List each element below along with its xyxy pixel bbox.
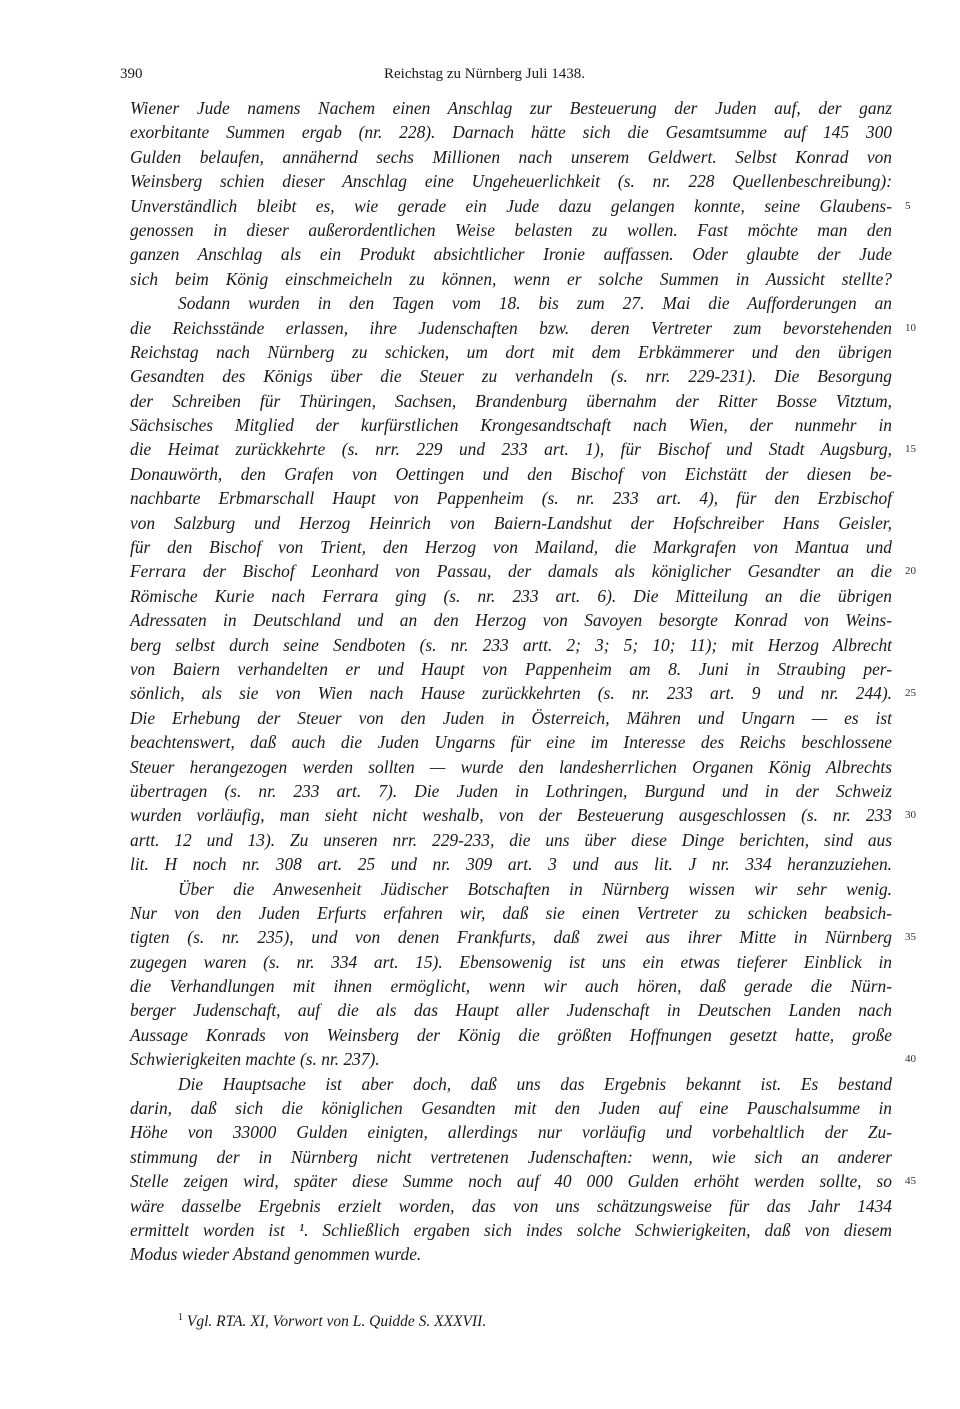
text-line-content: von Baiern verhandelten er und Haupt von Pappenheim am 8. Juni in Straubing per- <box>130 658 892 679</box>
text-line <box>130 145 892 169</box>
text-line <box>130 1096 892 1120</box>
text-line-content: tigten (s. nr. 235), und von denen Frankfurts, daß zwei aus ihrer Mitte in Nürnberg <box>130 927 892 948</box>
text-line-content: Steuer herangezogen werden sollten — wurde den landesherrlichen Organen König Albrechts <box>130 756 892 777</box>
text-line <box>130 1072 892 1096</box>
text-line-content: Nur von den Juden Erfurts erfahren wir, daß sie einen Vertreter zu schicken beabsich- <box>130 902 892 923</box>
text-line <box>130 657 892 681</box>
text-line-content: sönlich, als sie von Wien nach Hause zurückkehrten (s. nr. 233 art. 9 und nr. 244). <box>130 683 892 704</box>
text-line <box>130 389 892 413</box>
text-line <box>130 877 892 901</box>
text-line-content: Adressaten in Deutschland und an den Herzog von Savoyen besorgte Konrad von Weins- <box>130 610 892 631</box>
text-line-content: Römische Kurie nach Ferrara ging (s. nr. 233 art. 6). Die Mitteilung an die übrigen <box>130 585 892 606</box>
text-line-content: für den Bischof von Trient, den Herzog von Mailand, die Markgrafen von Mantua und <box>130 537 892 558</box>
text-line-content: berg selbst durch seine Sendboten (s. nr. 233 artt. 2; 3; 5; 10; 11); mit Herzog Albrecht <box>130 634 892 655</box>
page-number: 390 <box>120 66 143 82</box>
line-number: 35 <box>905 931 916 944</box>
text-line <box>130 1242 892 1266</box>
text-line-content: Stelle zeigen wird, später diese Summe noch auf 40 000 Gulden erhöht werden sollte, so <box>130 1171 892 1192</box>
text-line <box>130 852 892 876</box>
text-line <box>130 974 892 998</box>
text-line <box>130 1145 892 1169</box>
text-line <box>130 779 892 803</box>
text-line-content: Gulden belaufen, annähernd sechs Millionen nach unserem Geldwert. Selbst Konrad von <box>130 146 892 167</box>
text-line-content: die Heimat zurückkehrte (s. nrr. 229 und 233 art. 1), für Bischof und Stadt Augsburg, <box>130 439 892 460</box>
text-line <box>130 1120 892 1144</box>
line-number: 30 <box>905 809 916 822</box>
text-line-content: artt. 12 und 13). Zu unseren nrr. 229-233, die uns über diese Dinge berichten, sind aus <box>130 829 892 850</box>
text-line-content: Die Hauptsache ist aber doch, daß uns das Ergebnis bekannt ist. Es bestand <box>178 1073 892 1094</box>
page-header <box>120 66 895 86</box>
text-line-content: Ferrara der Bischof Leonhard von Passau, der damals als königlicher Gesandter an die <box>130 561 892 582</box>
text-line <box>130 340 892 364</box>
text-line <box>130 1169 916 1193</box>
text-line-content: wurden vorläufig, man sieht nicht weshalb, von der Besteuerung ausgeschlossen (s. nr. 233 <box>130 805 892 826</box>
text-line-content: von Salzburg und Herzog Heinrich von Baiern-Landshut der Hofschreiber Hans Geisler, <box>130 512 892 533</box>
text-line <box>130 828 892 852</box>
footnote <box>178 1312 486 1331</box>
text-line-content: Aussage Konrads von Weinsberg der König die größten Hoffnungen gesetzt hatte, große <box>130 1024 892 1045</box>
text-line-content: übertragen (s. nr. 233 art. 7). Die Juden in Lothringen, Burgund und in der Schweiz <box>130 780 892 801</box>
line-number: 15 <box>905 443 916 456</box>
text-line-content: der Schreiben für Thüringen, Sachsen, Brandenburg übernahm der Ritter Bosse Vitztum, <box>130 390 892 411</box>
text-line <box>130 120 892 144</box>
text-line <box>130 437 916 461</box>
text-line <box>130 559 916 583</box>
text-line <box>130 462 892 486</box>
text-line <box>130 316 916 340</box>
text-line <box>130 413 892 437</box>
text-line <box>130 96 892 120</box>
text-line-content: Unverständlich bleibt es, wie gerade ein Jude dazu gelangen konnte, seine Glaubens- <box>130 195 892 216</box>
text-line <box>130 486 892 510</box>
footnote-text: Vgl. RTA. XI, Vorwort von L. Quidde S. XXXVII. <box>186 1313 487 1331</box>
text-line <box>130 169 892 193</box>
footnote-marker: 1 <box>178 1312 183 1323</box>
line-number: 20 <box>905 565 916 578</box>
line-number: 40 <box>905 1053 916 1066</box>
text-line-content: sich beim König einschmeicheln zu können, wenn er solche Summen in Aussicht stellte? <box>130 268 892 289</box>
text-line-content: Modus wieder Abstand genommen wurde. <box>130 1244 422 1265</box>
text-line <box>130 608 892 632</box>
text-line-content: Gesandten des Königs über die Steuer zu verhandeln (s. nrr. 229-231). Die Besorgung <box>130 366 892 387</box>
text-line <box>130 267 892 291</box>
text-line-content: Die Erhebung der Steuer von den Juden in Österreich, Mähren und Ungarn — es ist <box>130 707 892 728</box>
text-line-content: Sächsisches Mitglied der kurfürstlichen Krongesandtschaft nach Wien, der nunmehr in <box>130 415 892 436</box>
text-line <box>130 242 892 266</box>
running-head: Reichstag zu Nürnberg Juli 1438. <box>384 66 585 82</box>
text-line-content: Donauwörth, den Grafen von Oettingen und den Bischof von Eichstätt der diesen be- <box>130 463 892 484</box>
text-line-content: stimmung der in Nürnberg nicht vertretenen Judenschaften: wenn, wie sich an anderer <box>130 1146 892 1167</box>
text-line <box>130 218 892 242</box>
text-line <box>130 194 911 218</box>
text-line <box>130 511 892 535</box>
text-line-content: ganzen Anschlag als ein Produkt absichtlicher Ironie auffassen. Oder glaubte der Jude <box>130 244 892 265</box>
text-line-content: Höhe von 33000 Gulden einigten, allerdings nur vorläufig und vorbehaltlich der Zu- <box>130 1122 892 1143</box>
body-text <box>130 96 916 1267</box>
text-line-content: Über die Anwesenheit Jüdischer Botschaften in Nürnberg wissen wir sehr wenig. <box>178 878 892 899</box>
text-line-content: berger Judenschaft, auf die als das Haupt aller Judenschaft in Deutschen Landen nach <box>130 1000 892 1021</box>
line-number: 45 <box>905 1175 916 1188</box>
text-line-content: Schwierigkeiten machte (s. nr. 237). <box>130 1049 380 1070</box>
text-line <box>130 633 892 657</box>
text-line-content: wäre dasselbe Ergebnis erzielt worden, das von uns schätzungsweise für das Jahr 1434 <box>130 1195 892 1216</box>
text-line-content: nachbarte Erbmarschall Haupt von Pappenheim (s. nr. 233 art. 4), für den Erzbischof <box>130 488 892 509</box>
text-line-content: Weinsberg schien dieser Anschlag eine Ungeheuerlichkeit (s. nr. 228 Quellenbeschreibung): <box>130 171 892 192</box>
text-line-content: die Verhandlungen mit ihnen ermöglicht, wenn wir auch hören, daß gerade die Nürn- <box>130 976 892 997</box>
text-line <box>130 950 892 974</box>
line-number: 10 <box>905 321 916 334</box>
text-line <box>130 706 892 730</box>
text-line-content: darin, daß sich die königlichen Gesandten mit den Juden auf eine Pauschalsumme in <box>130 1098 892 1119</box>
text-line-content: genossen in dieser außerordentlichen Weise belasten zu wollen. Fast möchte man den <box>130 219 892 240</box>
text-line <box>130 364 892 388</box>
text-line-content: beachtenswert, daß auch die Juden Ungarns für eine im Interesse des Reichs beschlossene <box>130 732 892 753</box>
text-line <box>130 1023 892 1047</box>
text-line <box>130 681 916 705</box>
text-line <box>130 925 916 949</box>
text-line <box>130 803 916 827</box>
text-line <box>130 998 892 1022</box>
text-line <box>130 535 892 559</box>
text-line-content: Reichstag nach Nürnberg zu schicken, um dort mit dem Erbkämmerer und den übrigen <box>130 341 892 362</box>
line-number: 25 <box>905 687 916 700</box>
line-number: 5 <box>905 199 911 212</box>
text-line-content: Sodann wurden in den Tagen vom 18. bis zum 27. Mai die Aufforderungen an <box>178 293 892 314</box>
text-line-content: lit. H noch nr. 308 art. 25 und nr. 309 art. 3 und aus lit. J nr. 334 heranzuziehen. <box>130 854 892 875</box>
text-line <box>130 1194 892 1218</box>
text-line-content: die Reichsstände erlassen, ihre Judenschaften bzw. deren Vertreter zum bevorstehenden <box>130 317 892 338</box>
text-line-content: ermittelt worden ist ¹. Schließlich ergaben sich indes solche Schwierigkeiten, daß von diesem <box>130 1219 892 1240</box>
text-line <box>130 755 892 779</box>
text-line <box>130 1218 892 1242</box>
text-line <box>130 584 892 608</box>
text-line <box>130 901 892 925</box>
text-line-content: zugegen waren (s. nr. 334 art. 15). Ebensowenig ist uns ein etwas tieferer Einblick in <box>130 951 892 972</box>
text-line-content: exorbitante Summen ergab (nr. 228). Darnach hätte sich die Gesamtsumme auf 145 300 <box>130 122 892 143</box>
text-line <box>130 1047 916 1071</box>
text-line <box>130 291 892 315</box>
text-line <box>130 730 892 754</box>
text-line-content: Wiener Jude namens Nachem einen Anschlag zur Besteuerung der Juden auf, der ganz <box>130 98 892 118</box>
